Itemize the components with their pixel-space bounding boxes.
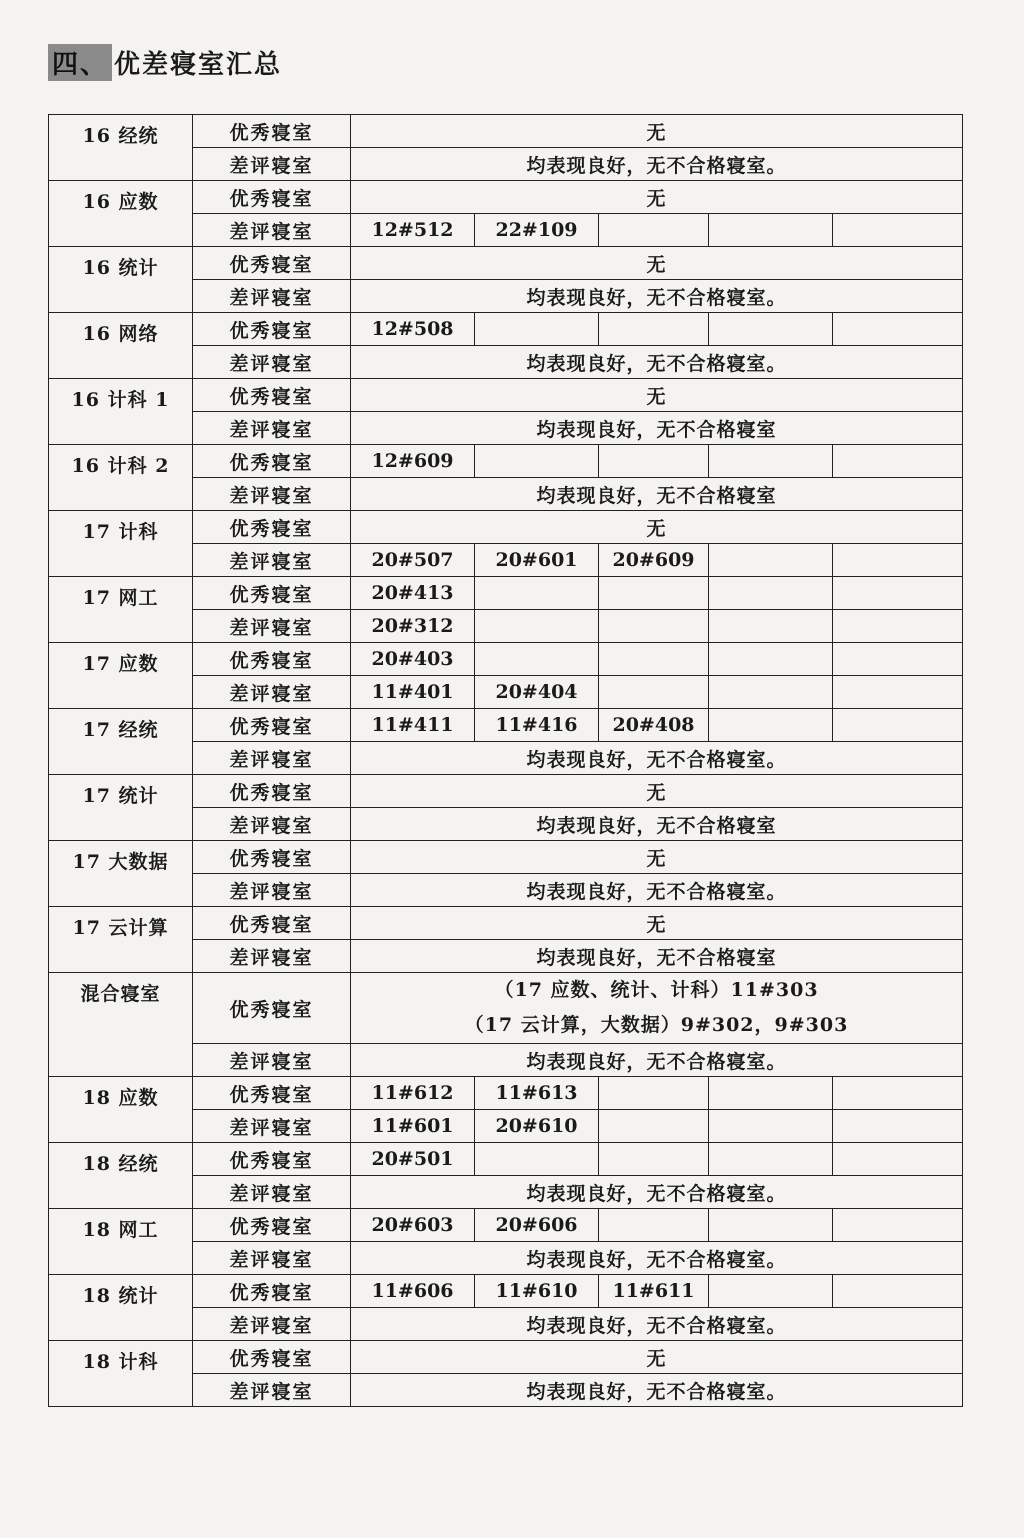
room-cell (833, 214, 963, 247)
room-cell (599, 1077, 709, 1110)
room-cell: 11#411 (351, 709, 475, 742)
summary-text-cell: 均表现良好，无不合格寝室。 (351, 148, 963, 181)
excellent-label-cell: 优秀寝室 (193, 709, 351, 742)
excellent-label-cell: 优秀寝室 (193, 247, 351, 280)
table-row (49, 1077, 963, 1110)
room-cell (709, 214, 833, 247)
room-cell: 11#416 (475, 709, 599, 742)
room-cell (599, 643, 709, 676)
table-row (49, 907, 963, 940)
room-cell (709, 1209, 833, 1242)
class-name-cell: 17 网工 (49, 577, 193, 643)
class-name-cell: 18 计科 (49, 1341, 193, 1407)
room-cell: 20#507 (351, 544, 475, 577)
class-name-cell: 16 经统 (49, 115, 193, 181)
room-cell: 20#312 (351, 610, 475, 643)
room-cell: 11#611 (599, 1275, 709, 1308)
mixed-rooms-line: （17 应数、统计、计科）11#303 (494, 979, 819, 1001)
room-cell: 12#508 (351, 313, 475, 346)
room-cell (709, 676, 833, 709)
table-row (49, 511, 963, 544)
section-heading (48, 44, 282, 81)
class-name-cell: 18 经统 (49, 1143, 193, 1209)
class-name-cell: 混合寝室 (49, 973, 193, 1077)
room-cell (599, 445, 709, 478)
room-cell (833, 610, 963, 643)
dorm-summary-table (48, 114, 963, 1407)
table-row (49, 313, 963, 346)
excellent-label-cell: 优秀寝室 (193, 115, 351, 148)
summary-text-cell: 无 (351, 907, 963, 940)
room-cell: 20#603 (351, 1209, 475, 1242)
poor-label-cell: 差评寝室 (193, 742, 351, 775)
room-cell: 20#413 (351, 577, 475, 610)
class-name-cell: 16 网络 (49, 313, 193, 379)
poor-label-cell: 差评寝室 (193, 808, 351, 841)
summary-text-cell: 均表现良好，无不合格寝室。 (351, 1044, 963, 1077)
room-cell: 22#109 (475, 214, 599, 247)
room-cell (475, 577, 599, 610)
class-name-cell: 17 云计算 (49, 907, 193, 973)
summary-text-cell: 无 (351, 181, 963, 214)
summary-text-cell: 均表现良好，无不合格寝室 (351, 808, 963, 841)
excellent-label-cell: 优秀寝室 (193, 577, 351, 610)
table-row (49, 445, 963, 478)
table-row (49, 775, 963, 808)
room-cell: 12#609 (351, 445, 475, 478)
room-cell (833, 577, 963, 610)
mixed-rooms-cell (351, 973, 963, 1044)
class-name-cell: 17 经统 (49, 709, 193, 775)
class-name-cell: 17 大数据 (49, 841, 193, 907)
table-row (49, 1209, 963, 1242)
summary-text-cell: 无 (351, 1341, 963, 1374)
room-cell (833, 313, 963, 346)
poor-label-cell: 差评寝室 (193, 1242, 351, 1275)
room-cell (833, 676, 963, 709)
room-cell (833, 445, 963, 478)
class-name-cell: 17 应数 (49, 643, 193, 709)
room-cell: 11#401 (351, 676, 475, 709)
summary-text-cell: 均表现良好，无不合格寝室 (351, 478, 963, 511)
room-cell (709, 643, 833, 676)
table-row (49, 577, 963, 610)
excellent-label-cell: 优秀寝室 (193, 1275, 351, 1308)
room-cell: 11#612 (351, 1077, 475, 1110)
room-cell (709, 1077, 833, 1110)
summary-text-cell: 无 (351, 115, 963, 148)
excellent-label-cell: 优秀寝室 (193, 775, 351, 808)
poor-label-cell: 差评寝室 (193, 1374, 351, 1407)
room-cell: 20#501 (351, 1143, 475, 1176)
room-cell (833, 1143, 963, 1176)
summary-text-cell: 均表现良好，无不合格寝室 (351, 412, 963, 445)
section-number: 四、 (48, 44, 112, 81)
room-cell (475, 1143, 599, 1176)
table-row (49, 247, 963, 280)
mixed-rooms-line: （17 云计算，大数据）9#302，9#303 (464, 1014, 849, 1036)
room-cell (599, 313, 709, 346)
poor-label-cell: 差评寝室 (193, 280, 351, 313)
summary-text-cell: 均表现良好，无不合格寝室。 (351, 874, 963, 907)
summary-text-cell: 均表现良好，无不合格寝室。 (351, 1374, 963, 1407)
room-cell (599, 610, 709, 643)
room-cell (833, 1077, 963, 1110)
excellent-label-cell: 优秀寝室 (193, 511, 351, 544)
room-cell (475, 610, 599, 643)
poor-label-cell: 差评寝室 (193, 544, 351, 577)
summary-text-cell: 无 (351, 511, 963, 544)
room-cell (475, 313, 599, 346)
room-cell (599, 1110, 709, 1143)
room-cell: 20#606 (475, 1209, 599, 1242)
room-cell (599, 1143, 709, 1176)
room-cell (833, 1209, 963, 1242)
room-cell (709, 610, 833, 643)
room-cell: 20#601 (475, 544, 599, 577)
summary-text-cell: 均表现良好，无不合格寝室。 (351, 1242, 963, 1275)
poor-label-cell: 差评寝室 (193, 412, 351, 445)
table-row (49, 115, 963, 148)
room-cell (833, 709, 963, 742)
poor-label-cell: 差评寝室 (193, 940, 351, 973)
room-cell (709, 1110, 833, 1143)
excellent-label-cell: 优秀寝室 (193, 907, 351, 940)
room-cell: 20#408 (599, 709, 709, 742)
class-name-cell: 17 统计 (49, 775, 193, 841)
table-row (49, 709, 963, 742)
excellent-label-cell: 优秀寝室 (193, 1209, 351, 1242)
poor-label-cell: 差评寝室 (193, 1044, 351, 1077)
class-name-cell: 16 计科 1 (49, 379, 193, 445)
excellent-label-cell: 优秀寝室 (193, 643, 351, 676)
table-row (49, 1341, 963, 1374)
summary-text-cell: 无 (351, 775, 963, 808)
summary-text-cell: 均表现良好，无不合格寝室 (351, 940, 963, 973)
room-cell: 11#613 (475, 1077, 599, 1110)
table-row (49, 643, 963, 676)
summary-text-cell: 均表现良好，无不合格寝室。 (351, 280, 963, 313)
room-cell (833, 544, 963, 577)
room-cell (709, 709, 833, 742)
table-row (49, 1275, 963, 1308)
poor-label-cell: 差评寝室 (193, 346, 351, 379)
class-name-cell: 17 计科 (49, 511, 193, 577)
section-title: 优差寝室汇总 (114, 50, 283, 80)
room-cell: 12#512 (351, 214, 475, 247)
room-cell: 11#610 (475, 1275, 599, 1308)
room-cell (709, 313, 833, 346)
excellent-label-cell: 优秀寝室 (193, 313, 351, 346)
excellent-label-cell: 优秀寝室 (193, 379, 351, 412)
summary-text-cell: 均表现良好，无不合格寝室。 (351, 346, 963, 379)
room-cell: 20#609 (599, 544, 709, 577)
table-row (49, 1143, 963, 1176)
summary-text-cell: 均表现良好，无不合格寝室。 (351, 742, 963, 775)
summary-text-cell: 无 (351, 247, 963, 280)
poor-label-cell: 差评寝室 (193, 148, 351, 181)
room-cell: 11#601 (351, 1110, 475, 1143)
poor-label-cell: 差评寝室 (193, 676, 351, 709)
class-name-cell: 16 应数 (49, 181, 193, 247)
class-name-cell: 18 网工 (49, 1209, 193, 1275)
excellent-label-cell: 优秀寝室 (193, 973, 351, 1044)
table-body (49, 115, 963, 1407)
poor-label-cell: 差评寝室 (193, 874, 351, 907)
poor-label-cell: 差评寝室 (193, 1176, 351, 1209)
room-cell (475, 445, 599, 478)
excellent-label-cell: 优秀寝室 (193, 1077, 351, 1110)
room-cell (475, 643, 599, 676)
class-name-cell: 18 应数 (49, 1077, 193, 1143)
table-row (49, 841, 963, 874)
summary-text-cell: 无 (351, 841, 963, 874)
room-cell: 20#404 (475, 676, 599, 709)
poor-label-cell: 差评寝室 (193, 478, 351, 511)
excellent-label-cell: 优秀寝室 (193, 841, 351, 874)
class-name-cell: 16 统计 (49, 247, 193, 313)
summary-text-cell: 均表现良好，无不合格寝室。 (351, 1176, 963, 1209)
table-row (49, 379, 963, 412)
room-cell (709, 1275, 833, 1308)
room-cell (599, 214, 709, 247)
room-cell (709, 577, 833, 610)
table-row (49, 181, 963, 214)
room-cell (599, 1209, 709, 1242)
class-name-cell: 18 统计 (49, 1275, 193, 1341)
poor-label-cell: 差评寝室 (193, 1308, 351, 1341)
poor-label-cell: 差评寝室 (193, 610, 351, 643)
excellent-label-cell: 优秀寝室 (193, 445, 351, 478)
summary-text-cell: 无 (351, 379, 963, 412)
excellent-label-cell: 优秀寝室 (193, 1143, 351, 1176)
poor-label-cell: 差评寝室 (193, 214, 351, 247)
room-cell: 11#606 (351, 1275, 475, 1308)
room-cell: 20#610 (475, 1110, 599, 1143)
table-row (49, 973, 963, 1044)
excellent-label-cell: 优秀寝室 (193, 181, 351, 214)
room-cell (599, 676, 709, 709)
summary-text-cell: 均表现良好，无不合格寝室。 (351, 1308, 963, 1341)
room-cell (709, 544, 833, 577)
room-cell (709, 1143, 833, 1176)
room-cell (833, 1275, 963, 1308)
room-cell (833, 643, 963, 676)
excellent-label-cell: 优秀寝室 (193, 1341, 351, 1374)
room-cell (833, 1110, 963, 1143)
poor-label-cell: 差评寝室 (193, 1110, 351, 1143)
room-cell (709, 445, 833, 478)
room-cell (599, 577, 709, 610)
class-name-cell: 16 计科 2 (49, 445, 193, 511)
room-cell: 20#403 (351, 643, 475, 676)
